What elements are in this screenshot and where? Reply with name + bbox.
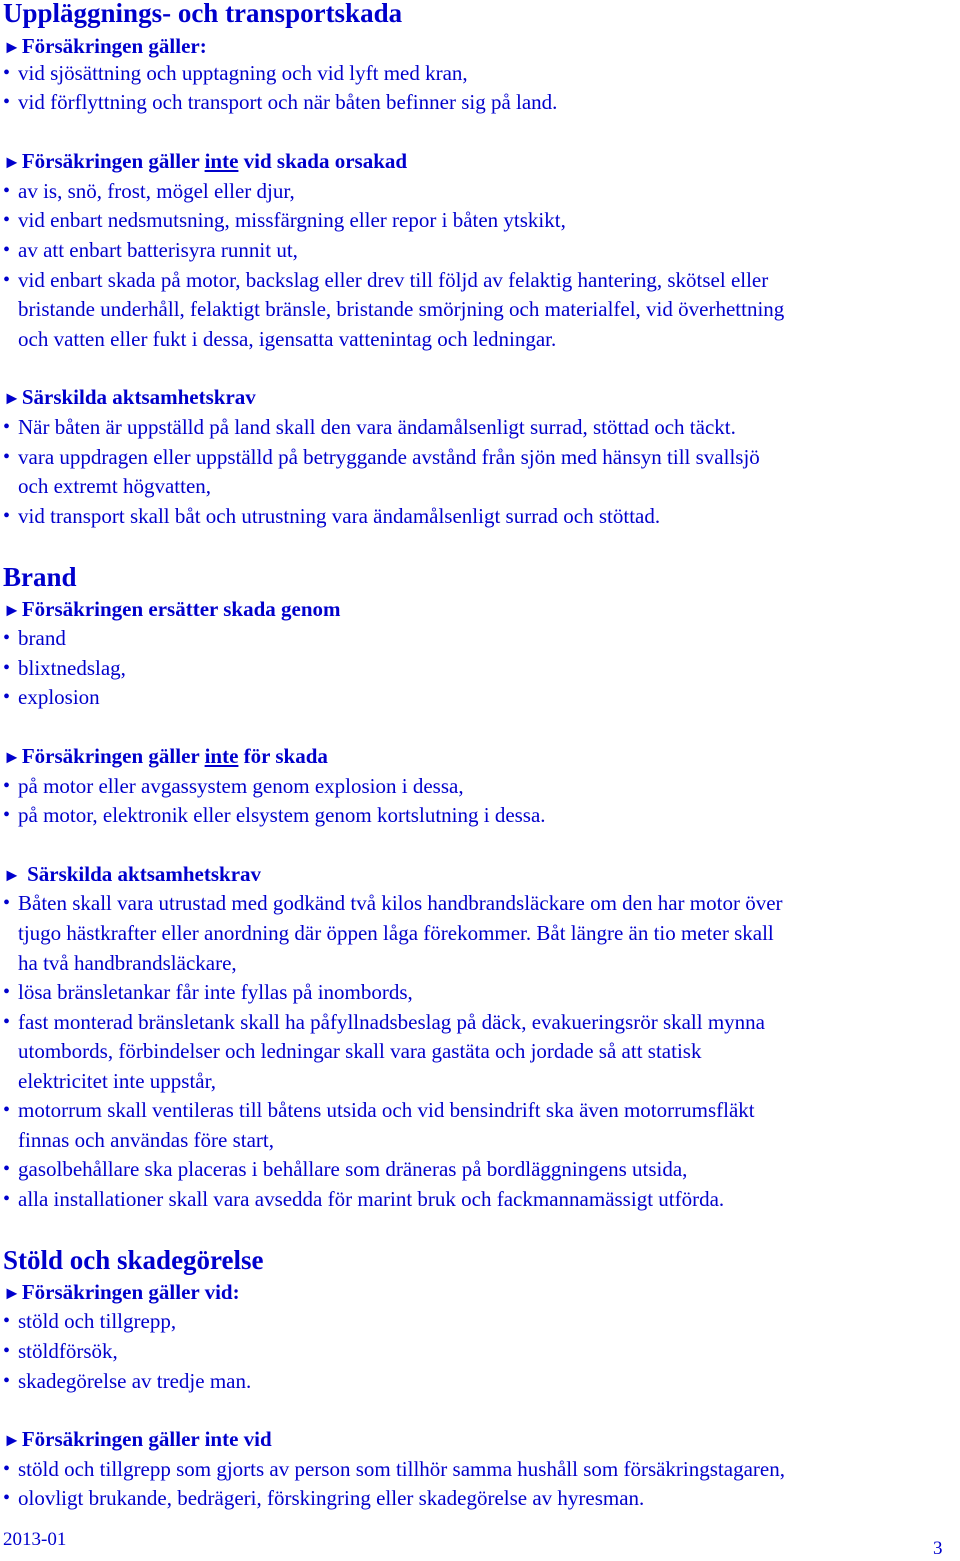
subheading-text: Försäkringen gäller: <box>21 34 207 58</box>
bullet-icon: • <box>3 62 11 84</box>
bullet-icon: • <box>3 239 11 261</box>
subheading: ►Försäkringen gäller vid: <box>3 1280 240 1304</box>
subheading: ►Försäkringen gäller inte vid skada orsakad <box>3 149 408 173</box>
bullet-icon: • <box>3 1158 11 1180</box>
bullet-icon: • <box>3 1340 11 1362</box>
subheading <box>3 33 207 60</box>
arrow-right-icon: ► <box>3 865 21 885</box>
bullet-icon: • <box>3 1458 11 1480</box>
arrow-right-icon: ► <box>3 1430 21 1450</box>
bullet-icon: • <box>3 1188 11 1210</box>
bullet-icon: • <box>3 892 11 914</box>
section-title: Brand <box>3 562 77 592</box>
section-title: Stöld och skadegörelse <box>3 1245 264 1275</box>
bullet-icon: • <box>3 1310 11 1332</box>
arrow-right-icon: ► <box>3 747 21 767</box>
subheading: ►Försäkringen ersätter skada genom <box>3 597 341 621</box>
subheading: ►Särskilda aktsamhetskrav <box>3 385 256 409</box>
bullet-icon: • <box>3 1370 11 1392</box>
bullet-icon: • <box>3 1099 11 1121</box>
page-number: 3 <box>933 1538 943 1559</box>
bullet-icon: • <box>3 505 11 527</box>
bullet-icon: • <box>3 209 11 231</box>
subheading: ►Försäkringen gäller inte vid <box>3 1427 272 1451</box>
bullet-icon: • <box>3 657 11 679</box>
bullet-icon: • <box>3 446 11 468</box>
bullet-icon: • <box>3 416 11 438</box>
arrow-right-icon: ► <box>3 37 21 57</box>
arrow-right-icon: ► <box>3 600 21 620</box>
document-page: Uppläggnings- och transportskada ►Försäkringen gäller: • vid sjösättning och upptagning och vid lyft med kran, • vid förflyttning och transport och när båten befinner sig på land. ►Försäkringen gäller inte vid skada orsakad • av is, snö, frost, mögel eller djur, • vid enbart nedsmutsning, missfärgning eller repor i båten ytskikt, • av att enbart batterisyra runnit ut, • vid enbart skada på motor, backslag eller drev till följd av felaktig hantering, skötsel eller bristande underhåll, felaktigt bränsle, bristande smörjning och materialfel, vid överhettning och vatten eller fukt i dessa, igensatta vattenintag och ledningar. ►Särskilda aktsamhetskrav • När båten är uppställd på land skall den vara ändamålsenligt surrad, stöttad och täckt. • vara uppdragen eller uppställd på betryggande avstånd från sjön med hänsyn till svallsjö och extremt högvatten, • vid transport skall båt och utrustning vara ändamålsenligt surrad och stöttad. Brand ►Försäkringen ersätter skada genom • brand • blixtnedslag, • explosion ►Försäkringen gäller inte för skada • på motor eller avgassystem genom explosion i dessa, • på motor, elektronik eller elsystem genom kortslutning i dessa. ► Särskilda aktsamhetskrav • Båten skall vara utrustad med godkänd två kilos handbrandsläckare om den har motor över tjugo hästkrafter eller anordning där öppen låga förekommer. Båt längre än tio meter skall ha två handbrandsläckare, • lösa bränsletankar får inte fyllas på inombords, • fast monterad bränsletank skall ha påfyllnadsbeslag på däck, evakueringsrör skall mynna utombords, förbindelser och ledningar skall vara gastäta och jordade så att statisk elektricitet inte uppstår, • motorrum skall ventileras till båtens utsida och vid bensindrift ska även motorrumsfläkt finnas och användas före start, • gasolbehållare ska placeras i behållare som dräneras på bordläggningens utsida, • alla installationer skall vara avsedda för marint bruk och fackmannamässigt utförda. Stöld och skadegörelse ►Försäkringen gäller vid: • stöld och tillgrepp, • stöldförsök, • skadegörelse av tredje man. ►Försäkringen gäller inte vid • stöld och tillgrepp som gjorts av person som tillhör samma hushåll som försäkringstagaren, • olovligt brukande, bedrägeri, förskingring eller skadegörelse av hyresman. 2013-01 3 <box>3 0 943 1559</box>
bullet-icon: • <box>3 775 11 797</box>
arrow-right-icon: ► <box>3 388 21 408</box>
bullet-icon: • <box>3 686 11 708</box>
subheading: ► Särskilda aktsamhetskrav <box>3 862 262 886</box>
bullet-icon: • <box>3 180 11 202</box>
bullet-icon: • <box>3 804 11 826</box>
footer-date: 2013-01 <box>3 1529 67 1550</box>
arrow-right-icon: ► <box>3 1283 21 1303</box>
arrow-right-icon: ► <box>3 152 21 172</box>
bullet-icon: • <box>3 981 11 1003</box>
bullet-icon: • <box>3 1011 11 1033</box>
subheading: ►Försäkringen gäller inte för skada <box>3 744 328 768</box>
bullet-icon: • <box>3 91 11 113</box>
bullet-icon: • <box>3 269 11 291</box>
bullet-icon: • <box>3 1487 11 1509</box>
section-title: Uppläggnings- och transportskada <box>3 0 403 28</box>
bullet-icon: • <box>3 627 11 649</box>
